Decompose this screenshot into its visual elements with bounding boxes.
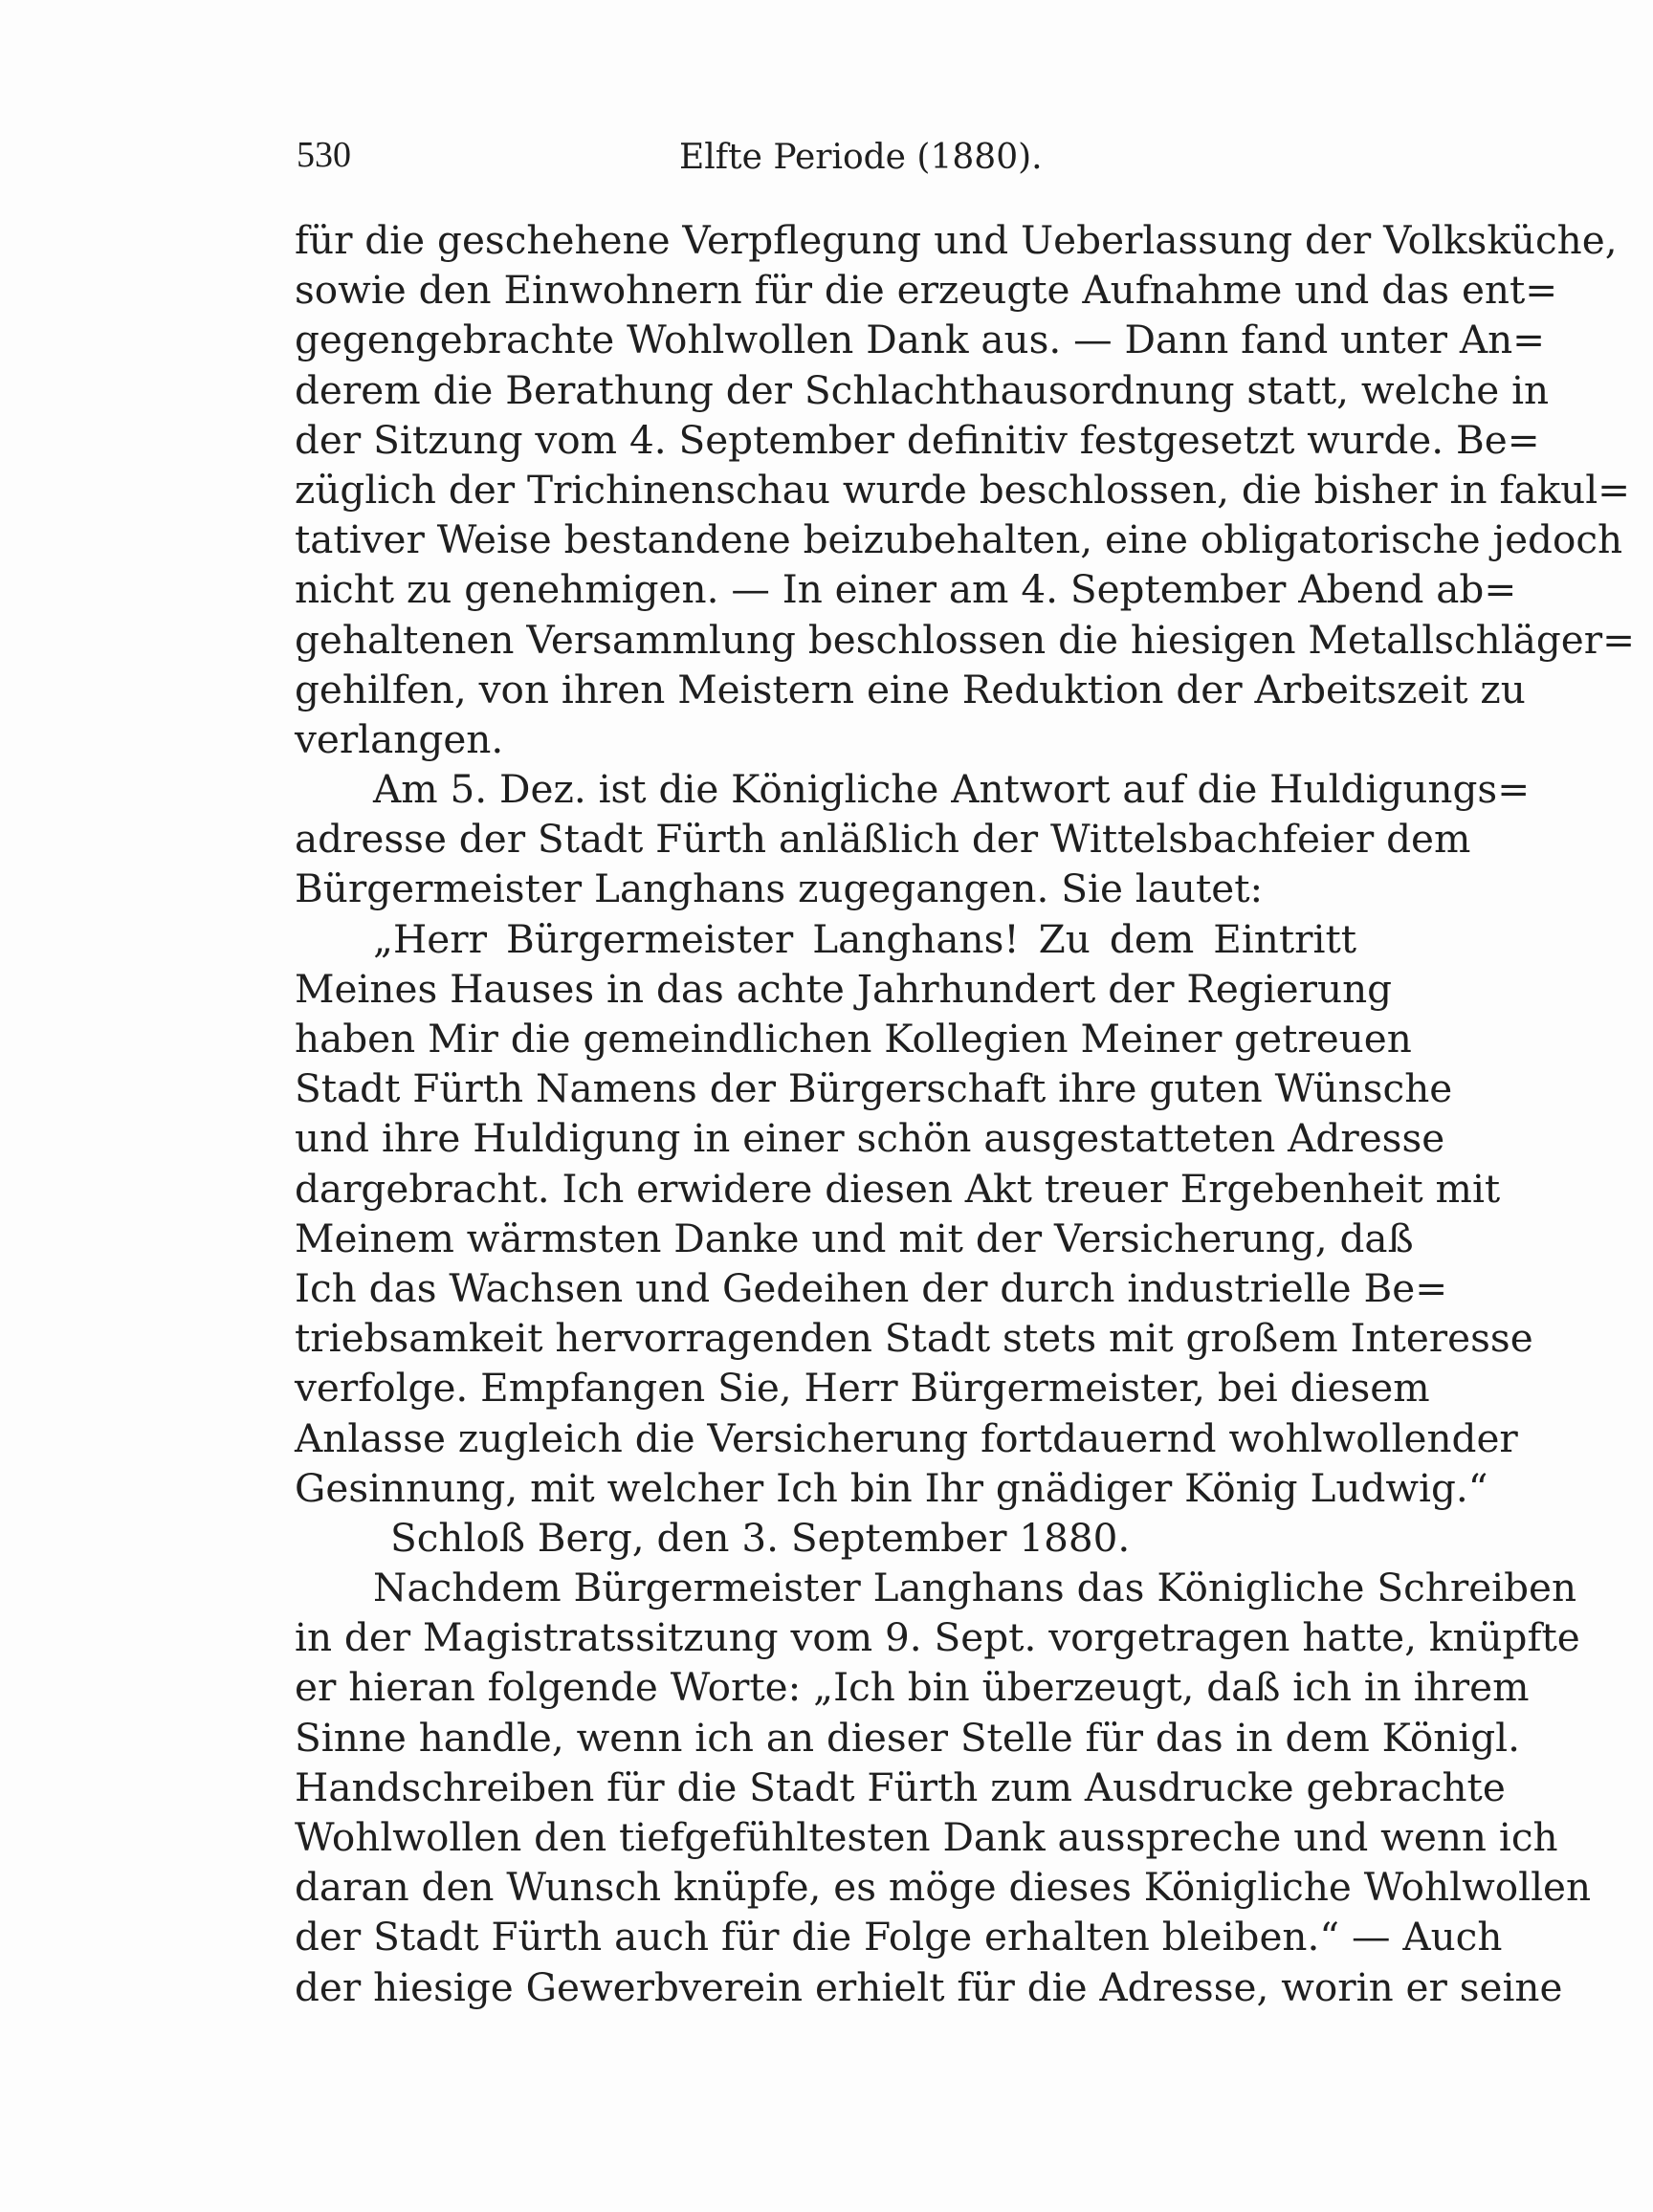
text-line: der Sitzung vom 4. September definitiv festgesetzt wurde. Be= [295, 416, 1540, 463]
page-header [297, 134, 1358, 191]
text-line: der Stadt Fürth auch für die Folge erhalten bleiben.“ — Auch [295, 1914, 1503, 1960]
text-line: adresse der Stadt Fürth anläßlich der Wittelsbachfeier dem [295, 816, 1471, 863]
text-line: züglich der Trichinenschau wurde beschlossen, die bisher in fakul= [295, 466, 1631, 513]
quote-line: triebsamkeit hervorragenden Stadt stets mit großem Interesse [295, 1315, 1533, 1362]
quote-line: verfolge. Empfangen Sie, Herr Bürgermeister, bei diesem [295, 1365, 1430, 1412]
text-line: Wohlwollen den tiefgefühltesten Dank ausspreche und wenn ich [295, 1814, 1558, 1860]
text-line: sowie den Einwohnern für die erzeugte Aufnahme und das ent= [295, 267, 1558, 314]
body-text [295, 215, 1636, 2012]
quote-line: und ihre Huldigung in einer schön ausgestatteten Adresse [295, 1115, 1445, 1162]
text-line: er hieran folgende Worte: „Ich bin überzeugt, daß ich in ihrem [295, 1664, 1530, 1711]
text-line: Am 5. Dez. ist die Königliche Antwort auf die Huldigungs= [373, 766, 1531, 813]
letter-dateline: Schloß Berg, den 3. September 1880. [390, 1514, 1131, 1561]
text-line: Sinne handle, wenn ich an dieser Stelle für das in dem Königl. [295, 1714, 1521, 1761]
text-line: in der Magistratssitzung vom 9. Sept. vorgetragen hatte, knüpfte [295, 1614, 1580, 1661]
running-title: Elfte Periode (1880). [679, 138, 1043, 177]
quote-line: Stadt Fürth Namens der Bürgerschaft ihre guten Wünsche [295, 1065, 1453, 1112]
text-line: gegengebrachte Wohlwollen Dank aus. — Dann fand unter An= [295, 317, 1546, 363]
quote-line: Anlasse zugleich die Versicherung fortdauernd wohlwollender [295, 1414, 1518, 1461]
text-line: für die geschehene Verpflegung und Ueberlassung der Volksküche, [295, 217, 1618, 263]
text-line: Handschreiben für die Stadt Fürth zum Ausdrucke gebrachte [295, 1763, 1506, 1810]
text-line: Bürgermeister Langhans zugegangen. Sie lautet: [295, 865, 1264, 912]
quote-line: haben Mir die gemeindlichen Kollegien Meiner getreuen [295, 1016, 1412, 1062]
quote-line: Ich das Wachsen und Gedeihen der durch industrielle Be= [295, 1264, 1448, 1311]
text-line: Nachdem Bürgermeister Langhans das Königliche Schreiben [373, 1565, 1577, 1611]
quote-line: Meines Hauses in das achte Jahrhundert der Regierung [295, 965, 1393, 1012]
page-number: 530 [297, 135, 351, 175]
text-line: gehilfen, von ihren Meistern eine Reduktion der Arbeitszeit zu [295, 666, 1526, 712]
text-line: gehaltenen Versammlung beschlossen die hiesigen Metallschläger= [295, 616, 1636, 663]
text-line: daran den Wunsch knüpfe, es möge dieses Königliche Wohlwollen [295, 1864, 1592, 1911]
text-line: derem die Berathung der Schlachthausordnung statt, welche in [295, 366, 1550, 413]
text-line: nicht zu genehmigen. — In einer am 4. September Abend ab= [295, 566, 1517, 613]
text-line: verlangen. [295, 715, 504, 762]
quote-line: Meinem wärmsten Danke und mit der Versicherung, daß [295, 1215, 1414, 1261]
text-line: tativer Weise bestandene beizubehalten, eine obligatorische jedoch [295, 516, 1623, 563]
quote-line: dargebracht. Ich erwidere diesen Akt treuer Ergebenheit mit [295, 1165, 1501, 1212]
quote-line: Gesinnung, mit welcher Ich bin Ihr gnädiger König Ludwig.“ [295, 1464, 1488, 1511]
text-line: der hiesige Gewerbverein erhielt für die Adresse, worin er seine [295, 1963, 1563, 2010]
quote-line: „Herr Bürgermeister Langhans! Zu dem Eintritt [373, 915, 1356, 962]
